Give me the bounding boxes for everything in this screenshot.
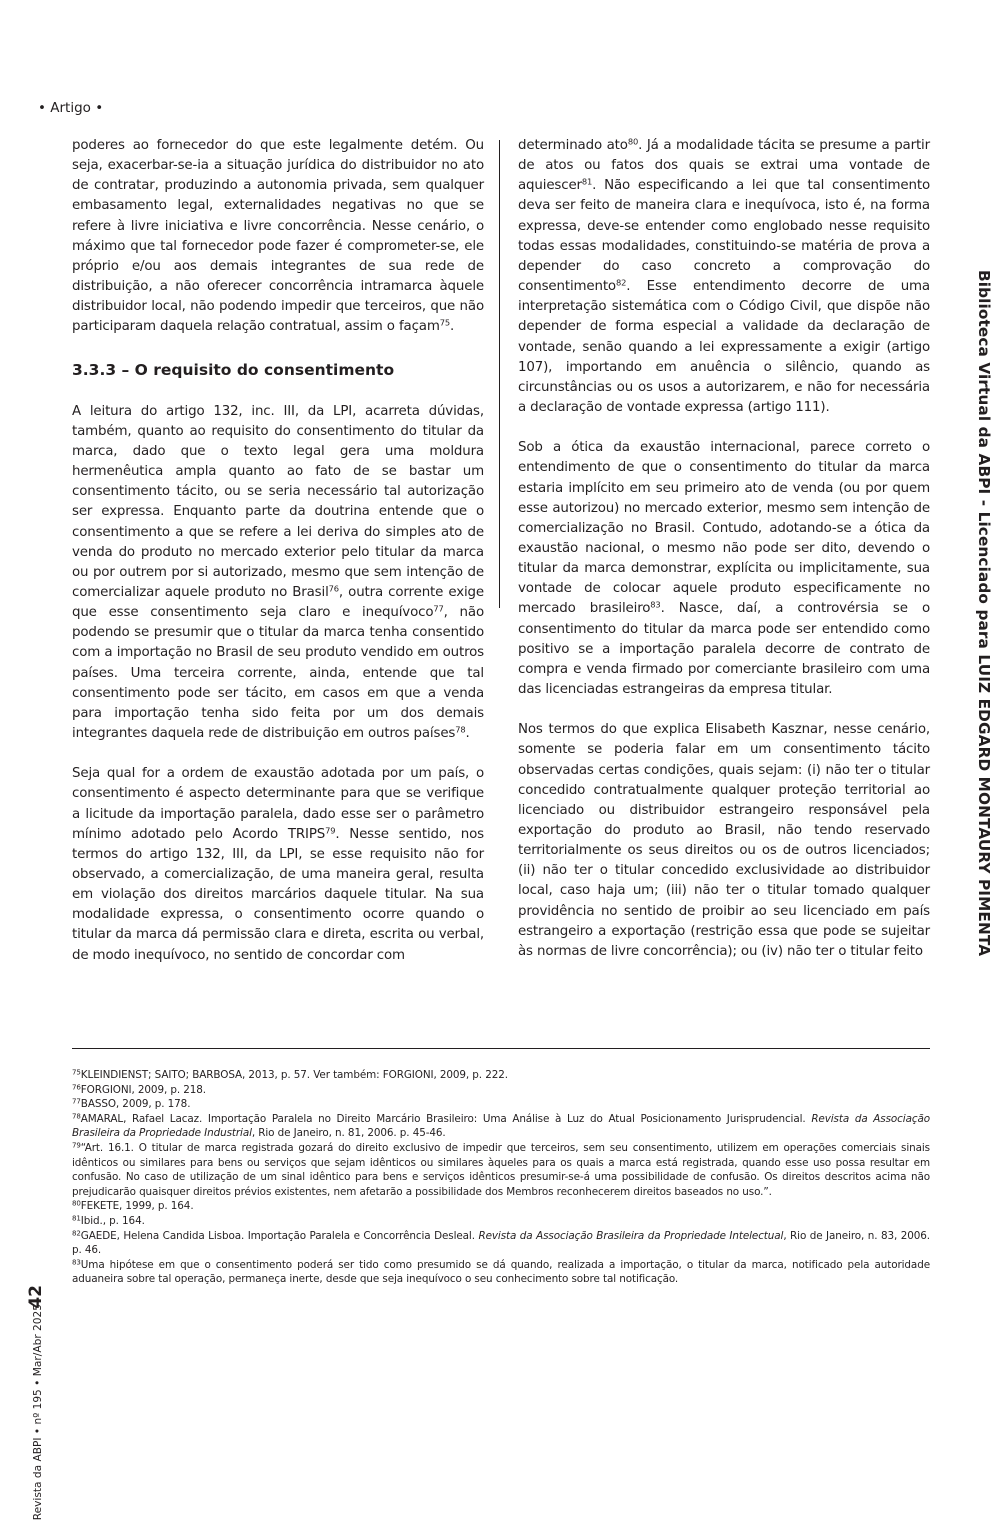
footnote-divider	[72, 1048, 930, 1049]
section-label: • Artigo •	[38, 100, 104, 116]
paragraph: Nos termos do que explica Elisabeth Kasznar, nesse cenário, somente se poderia falar em um consentimento tácito observadas certas condições, quais sejam: (i) não ter o titular concedido contratualmente qualquer proteção territorial ao licenciado ou distribuidor estrangeiro responsável pela exportação do produto ao Brasil, não tendo reservado territorialmente os seus direitos ou os de outros licenciados; (ii) não ter o titular concedido exclusividade ao distribuidor local, caso haja um; (iii) não ter o titular tomado qualquer providência no sentido de proibir ao seu licenciado em país estrangeiro a exportação (restrição essa que pode se sujeitar às normas de livre concorrência); ou (iv) não ter o titular feito	[518, 722, 930, 959]
column-divider	[499, 140, 500, 608]
footnotes	[72, 1068, 930, 1287]
footnote: $^{77}$BASSO, 2009, p. 178.	[72, 1096, 191, 1111]
footnote-ref[interactable]: 82	[615, 277, 627, 288]
footnote: $^{78}$AMARAL, Rafael Lacaz. Importação Paralela no Direito Marcário Brasileiro: Uma Análise à Luz do Atual Posicionamento Jurisprudencial. Revista da Associação Brasileira da Propriedade Industrial, Rio de Janeiro, n. 81, 2006. p. 45-46.	[72, 1111, 930, 1140]
footnote: $^{82}$GAEDE, Helena Candida Lisboa. Importação Paralela e Concorrência Desleal. Revista da Associação Brasileira da Propriedade Intelectual, Rio de Janeiro, n. 83, 2006. p. 46.	[72, 1228, 930, 1257]
footnote: $^{81}$Ibid., p. 164.	[72, 1213, 145, 1227]
journal-info: Revista da ABPI • nº 195 • Mar/Abr 2025	[32, 1304, 44, 1520]
license-banner: Biblioteca Virtual da ABPI - Licenciado para LUIZ EDGARD MONTAURY PIMENTA	[975, 270, 993, 957]
paragraph: determinado ato$^{80}$. Já a modalidade tácita se presume a partir de atos ou fatos dos quais se extrai uma vontade de aquiescer$^{81}$. Não especificando a lei que tal consentimento deva ser feito de maneira clara e inequívoca, isto é, na forma expressa, deve-se entender como englobado nesse requisito todas essas modalidades, constituindo-se matéria de prova a depender do caso concreto a comprovação do consentimento$^{82}$. Esse entendimento decorre de uma interpretação sistemática com o Código Civil, que dispõe não depender de forma especial a validade da declaração de vontade, senão quando a lei expressamente a exigir (artigo 107), importando em anuência o silêncio, quando as circunstâncias ou os usos a autorizarem, e não for necessária a declaração de vontade expressa (artigo 111).	[518, 136, 930, 416]
paragraph: poderes ao fornecedor do que este legalmente detém. Ou seja, exacerbar-se-ia a situação jurídica do distribuidor no ato de contratar, produzindo a autonomia privada, sem qualquer embasamento legal, externalidades negativas no que se refere à livre iniciativa e livre concorrência. Nesse cenário, o máximo que tal fornecedor pode fazer é comprometer-se, ele próprio e/ou aos demais integrantes de sua rede de distribuição, a não oferecer concorrência intramarca àquele distribuidor local, não podendo impedir que terceiros, que não participaram daquela relação contratual, assim o façam$^{75}$.	[72, 138, 484, 335]
footnote-ref[interactable]: 81	[581, 176, 593, 187]
footnote-ref[interactable]: 80	[627, 136, 639, 147]
footnote-ref[interactable]: 77	[433, 603, 444, 614]
footnote-ref[interactable]: 78	[455, 724, 466, 735]
right-column	[518, 136, 930, 962]
paragraph: Seja qual for a ordem de exaustão adotada por um país, o consentimento é aspecto determinante para que se verifique a licitude da importação paralela, dado esse ser o parâmetro mínimo adotado pelo Acordo TRIPS$^{79}$. Nesse sentido, nos termos do artigo 132, III, da LPI, se esse requisito não for observado, a comercialização, de uma maneira geral, resulta em violação dos direitos marcários daquele titular. Na sua modalidade expressa, o consentimento ocorre quando o titular da marca dá permissão clara e direta, escrita ou verbal, de modo inequívoco, no sentido de concordar com	[72, 766, 484, 963]
footnote-ref[interactable]: 83	[650, 599, 661, 610]
left-column	[72, 136, 484, 966]
footnote: $^{76}$FORGIONI, 2009, p. 218.	[72, 1082, 206, 1096]
footnote-ref[interactable]: 79	[325, 825, 336, 836]
paragraph: Sob a ótica da exaustão internacional, parece correto o entendimento de que o consentimento do titular da marca estaria implícito em seu primeiro ato de venda (ou por quem esse autorizou) no mercado exterior, mesmo sem intenção de comercialização no Brasil. Contudo, adotando-se a ótica da exaustão nacional, o mesmo não pode ser dito, devendo o titular da marca demonstrar, explícita ou implicitamente, sua vontade de colocar aquele produto especificamente no mercado brasileiro$^{83}$. Nasce, daí, a controvérsia se o consentimento do titular da marca pode ser entendido como positivo se a importação paralela decorre de contrato de compra e venda firmado por comerciante brasileiro com uma das licenciadas estrangeiras da empresa titular.	[518, 440, 930, 698]
page-number: 42	[26, 1285, 46, 1309]
footnote: $^{79}$“Art. 16.1. O titular de marca registrada gozará do direito exclusivo de impedir que terceiros, sem seu consentimento, utilizem em operações comerciais sinais idênticos ou similares para bens ou serviços que sejam idênticos ou similares àqueles para os quais a marca está registrada, quando esse uso possa resultar em confusão. No caso de utilização de um sinal idêntico para bens e serviços idênticos presumir-se-á uma possibilidade de confusão. Os direitos descritos acima não prejudicarão quaisquer direitos prévios existentes, nem afetarão a possibilidade dos Membros reconhecerem direitos baseados no uso.”.	[72, 1140, 930, 1198]
footnote-ref[interactable]: 75	[439, 317, 450, 328]
footnote: $^{80}$FEKETE, 1999, p. 164.	[72, 1198, 194, 1213]
footnote: $^{75}$KLEINDIENST; SAITO; BARBOSA, 2013, p. 57. Ver também: FORGIONI, 2009, p. 222.	[72, 1067, 508, 1081]
footnote-ref[interactable]: 76	[328, 583, 339, 594]
paragraph: A leitura do artigo 132, inc. III, da LPI, acarreta dúvidas, também, quanto ao requisito do consentimento do titular da marca, dado que o texto legal gera uma moldura hermenêutica ampla quanto ao fato de se bastar um consentimento tácito, ou se seria necessário tal autorização ser expressa. Enquanto parte da doutrina entende que o consentimento a que se refere a lei deriva do simples ato de venda do produto no mercado exterior pelo titular da marca ou por outrem por si autorizado, mesmo que sem intenção de comercializar aquele produto no Brasil$^{76}$, outra corrente exige que esse consentimento seja claro e inequívoco$^{77}$, não podendo se presumir que o titular da marca tenha consentido com a importação no Brasil de seu produto vendido em outros países. Uma terceira corrente, ainda, entende que tal consentimento pode ser tácito, em casos em que a venda para importação tenha sido feita por um dos demais integrantes daquela rede de distribuição em outros países$^{78}$.	[72, 403, 484, 742]
footnote: $^{83}$Uma hipótese em que o consentimento poderá ser tido como presumido se dá quando, realizada a importação, o titular da marca, notificado pela autoridade aduaneira sobre tal operação, permaneça inerte, desde que seja inequívoco o seu conhecimento sobre tal notificação.	[72, 1257, 930, 1286]
section-heading: 3.3.3 – O requisito do consentimento	[72, 360, 395, 379]
